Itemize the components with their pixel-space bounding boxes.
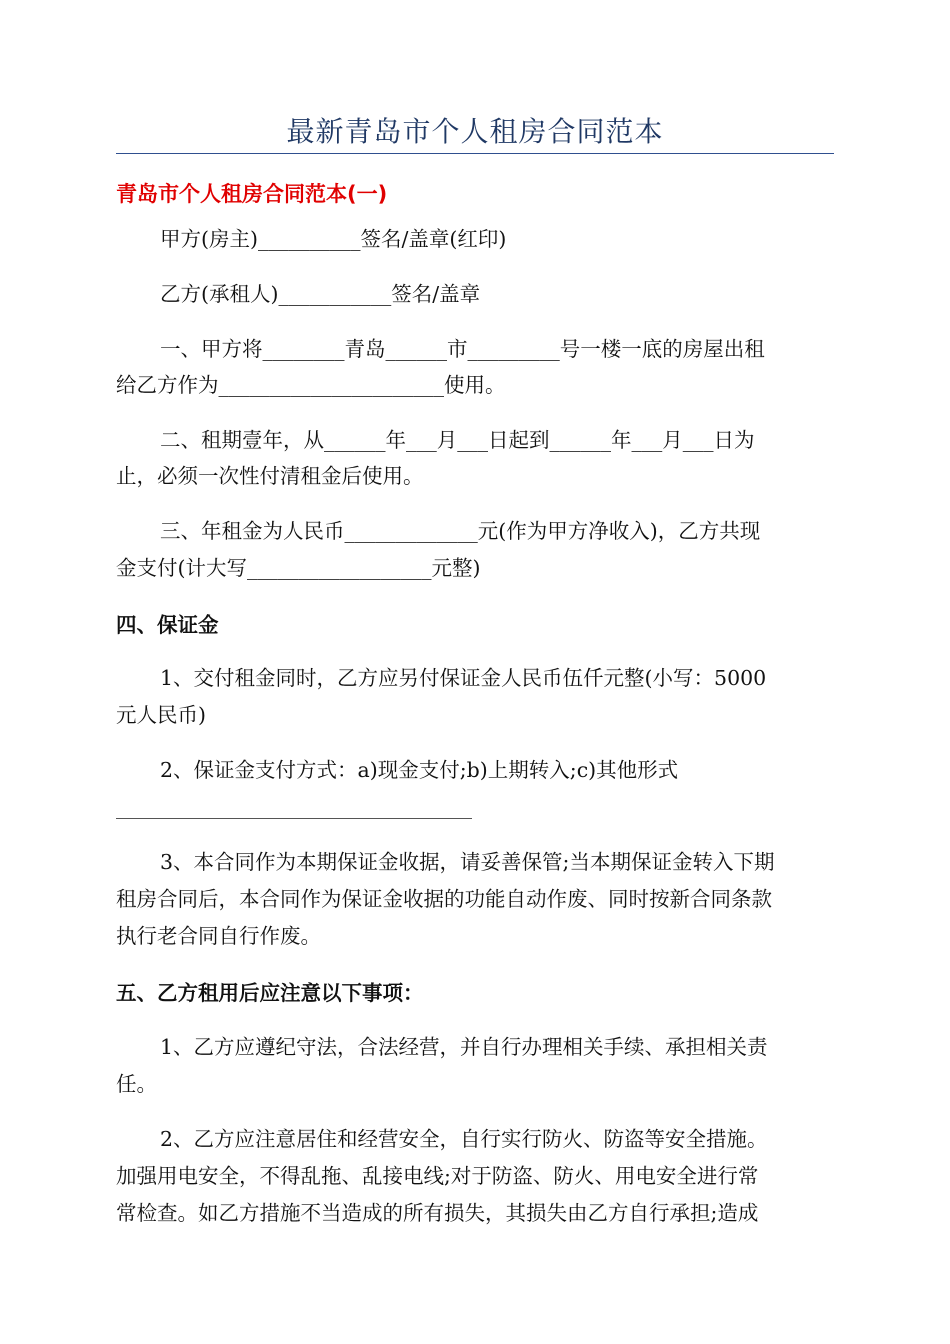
clause-2-line-1: 二、租期壹年，从______年___月___日起到______年___月___日为 [160,428,755,452]
deposit-1-line-1: 1、交付租金同时，乙方应另付保证金人民币伍仟元整(小写：5000 [160,666,767,690]
heading-notes: 五、乙方租用后应注意以下事项： [116,981,424,1005]
party-b-line: 乙方(承租人)___________签名/盖章 [160,282,481,306]
clause-2-line-2: 止，必须一次性付清租金后使用。 [116,464,424,488]
clause-1-line-2: 给乙方作为______________________使用。 [116,373,506,397]
deposit-3-line-2: 租房合同后，本合同作为保证金收据的功能自动作废、同时按新合同条款 [116,887,772,911]
note-1-line-2: 任。 [116,1072,157,1096]
party-a-line: 甲方(房主)__________签名/盖章(红印) [160,227,507,251]
heading-deposit: 四、保证金 [116,613,219,637]
title-underline [116,153,834,154]
document-title: 最新青岛市个人租房合同范本 [286,115,664,148]
clause-3-line-1: 三、年租金为人民币_____________元(作为甲方净收入)，乙方共现 [160,519,761,543]
note-2-line-2: 加强用电安全，不得乱拖、乱接电线;对于防盗、防火、用电安全进行常 [116,1164,759,1188]
fill-in-blank-line [116,818,472,819]
deposit-2-line: 2、保证金支付方式：a)现金支付;b)上期转入;c)其他形式 [160,758,679,782]
deposit-1-line-2: 元人民币) [116,703,206,727]
note-2-line-3: 常检查。如乙方措施不当造成的所有损失，其损失由乙方自行承担;造成 [116,1201,759,1225]
clause-1-line-1: 一、甲方将________青岛______市_________号一楼一底的房屋出租 [160,337,765,361]
deposit-3-line-3: 执行老合同自行作废。 [116,924,321,948]
deposit-3-line-1: 3、本合同作为本期保证金收据，请妥善保管;当本期保证金转入下期 [160,850,775,874]
note-1-line-1: 1、乙方应遵纪守法，合法经营，并自行办理相关手续、承担相关责 [160,1035,768,1059]
clause-3-line-2: 金支付(计大写__________________元整) [116,556,481,580]
section-title: 青岛市个人租房合同范本(一) [116,182,388,206]
note-2-line-1: 2、乙方应注意居住和经营安全，自行实行防火、防盗等安全措施。 [160,1127,768,1151]
